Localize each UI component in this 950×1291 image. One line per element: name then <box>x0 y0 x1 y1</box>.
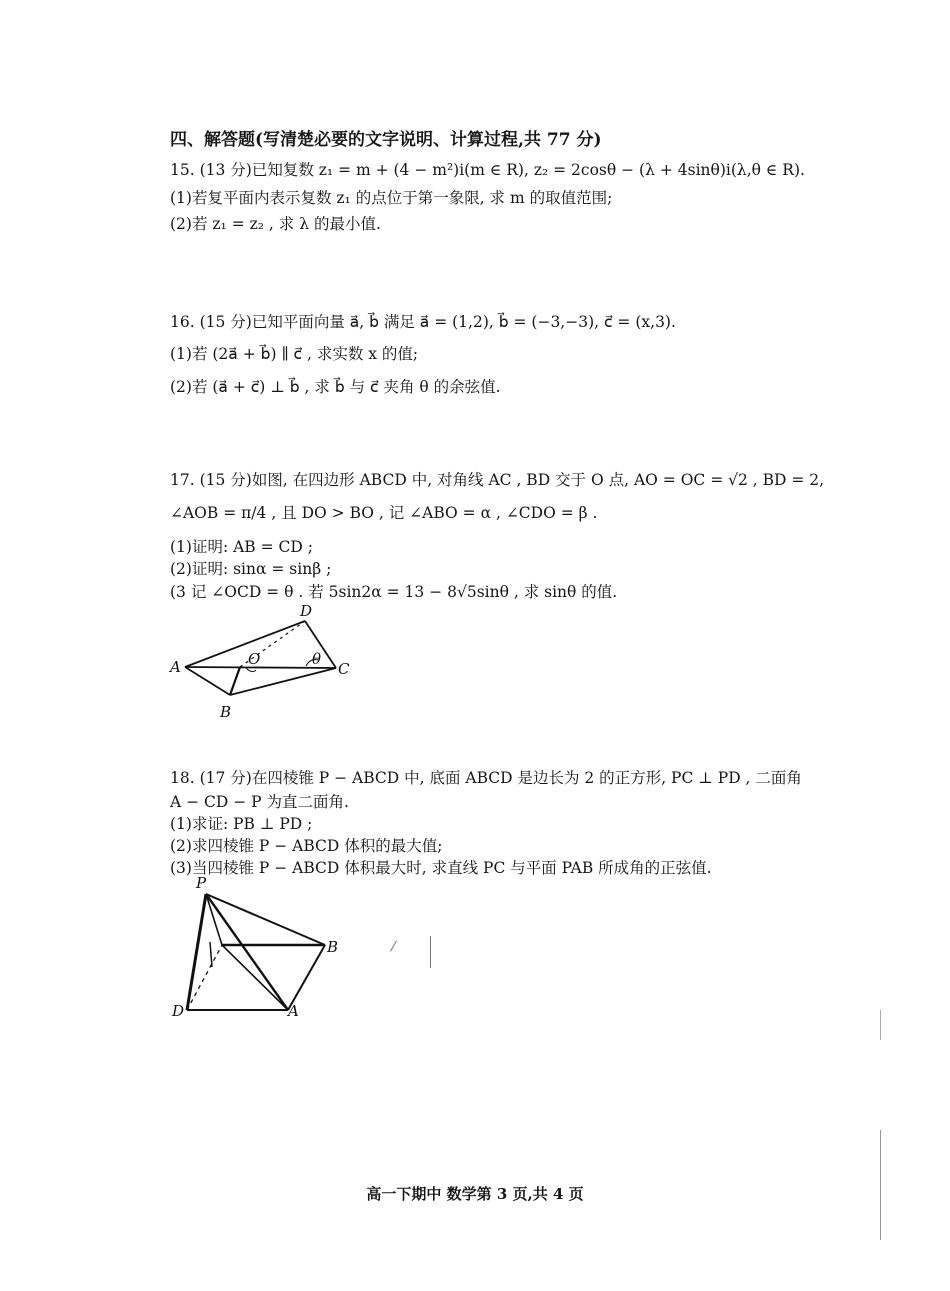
q17-part2: (2)证明: sinα = sinβ ; <box>170 560 332 578</box>
q18-label-b: B <box>327 938 339 956</box>
q15-part1: (1)若复平面内表示复数 z₁ 的点位于第一象限, 求 m 的取值范围; <box>170 189 613 207</box>
section-title: 四、解答题(写清楚必要的文字说明、计算过程,共 77 分) <box>170 130 602 150</box>
q18-label-p: P <box>196 874 207 892</box>
q17-stem-2: ∠AOB = π/4 , 且 DO > BO , 记 ∠ABO = α , ∠CDO = β . <box>170 504 598 522</box>
q17-label-b: B <box>220 703 232 721</box>
q17-label-a: A <box>170 658 181 676</box>
q16-part1: (1)若 (2a⃗ + b⃗) ∥ c⃗ , 求实数 x 的值; <box>170 345 419 363</box>
q18-pyramid-figure <box>160 872 360 1022</box>
q18-label-a: A <box>288 1002 299 1020</box>
scan-mark <box>880 1010 881 1040</box>
q17-quadrilateral-figure <box>160 600 360 725</box>
q18-stem-2: A − CD − P 为直二面角. <box>170 793 349 811</box>
q18-part1: (1)求证: PB ⊥ PD ; <box>170 815 313 833</box>
scan-mark <box>390 941 397 952</box>
scan-mark <box>430 936 431 968</box>
q17-label-d: D <box>300 602 313 620</box>
q17-label-c: C <box>338 660 350 678</box>
q15-stem: 15. (13 分)已知复数 z₁ = m + (4 − m²)i(m ∈ R), z₂ = 2cosθ − (λ + 4sinθ)i(λ,θ ∈ R). <box>170 161 805 179</box>
q18-part2: (2)求四棱锥 P − ABCD 体积的最大值; <box>170 837 443 855</box>
page-footer: 高一下期中 数学第 3 页,共 4 页 <box>366 1185 584 1203</box>
q18-label-d: D <box>172 1002 185 1020</box>
q17-label-theta: θ <box>312 650 322 668</box>
q18-stem: 18. (17 分)在四棱锥 P − ABCD 中, 底面 ABCD 是边长为 2 的正方形, PC ⊥ PD , 二面角 <box>170 769 802 787</box>
q17-part1: (1)证明: AB = CD ; <box>170 538 313 556</box>
q16-part2: (2)若 (a⃗ + c⃗) ⊥ b⃗ , 求 b⃗ 与 c⃗ 夹角 θ 的余弦值. <box>170 378 501 396</box>
q15-part2: (2)若 z₁ = z₂ , 求 λ 的最小值. <box>170 215 381 233</box>
q17-stem: 17. (15 分)如图, 在四边形 ABCD 中, 对角线 AC , BD 交于 O 点, AO = OC = √2 , BD = 2, <box>170 471 825 489</box>
q16-stem: 16. (15 分)已知平面向量 a⃗, b⃗ 满足 a⃗ = (1,2), b⃗ = (−3,−3), c⃗ = (x,3). <box>170 313 676 331</box>
q18-part3: (3)当四棱锥 P − ABCD 体积最大时, 求直线 PC 与平面 PAB 所成角的正弦值. <box>170 859 712 877</box>
q17-part3: (3 记 ∠OCD = θ . 若 5sin2α = 13 − 8√5sinθ , 求 sinθ 的值. <box>170 583 618 601</box>
q17-label-o: O <box>248 650 261 668</box>
